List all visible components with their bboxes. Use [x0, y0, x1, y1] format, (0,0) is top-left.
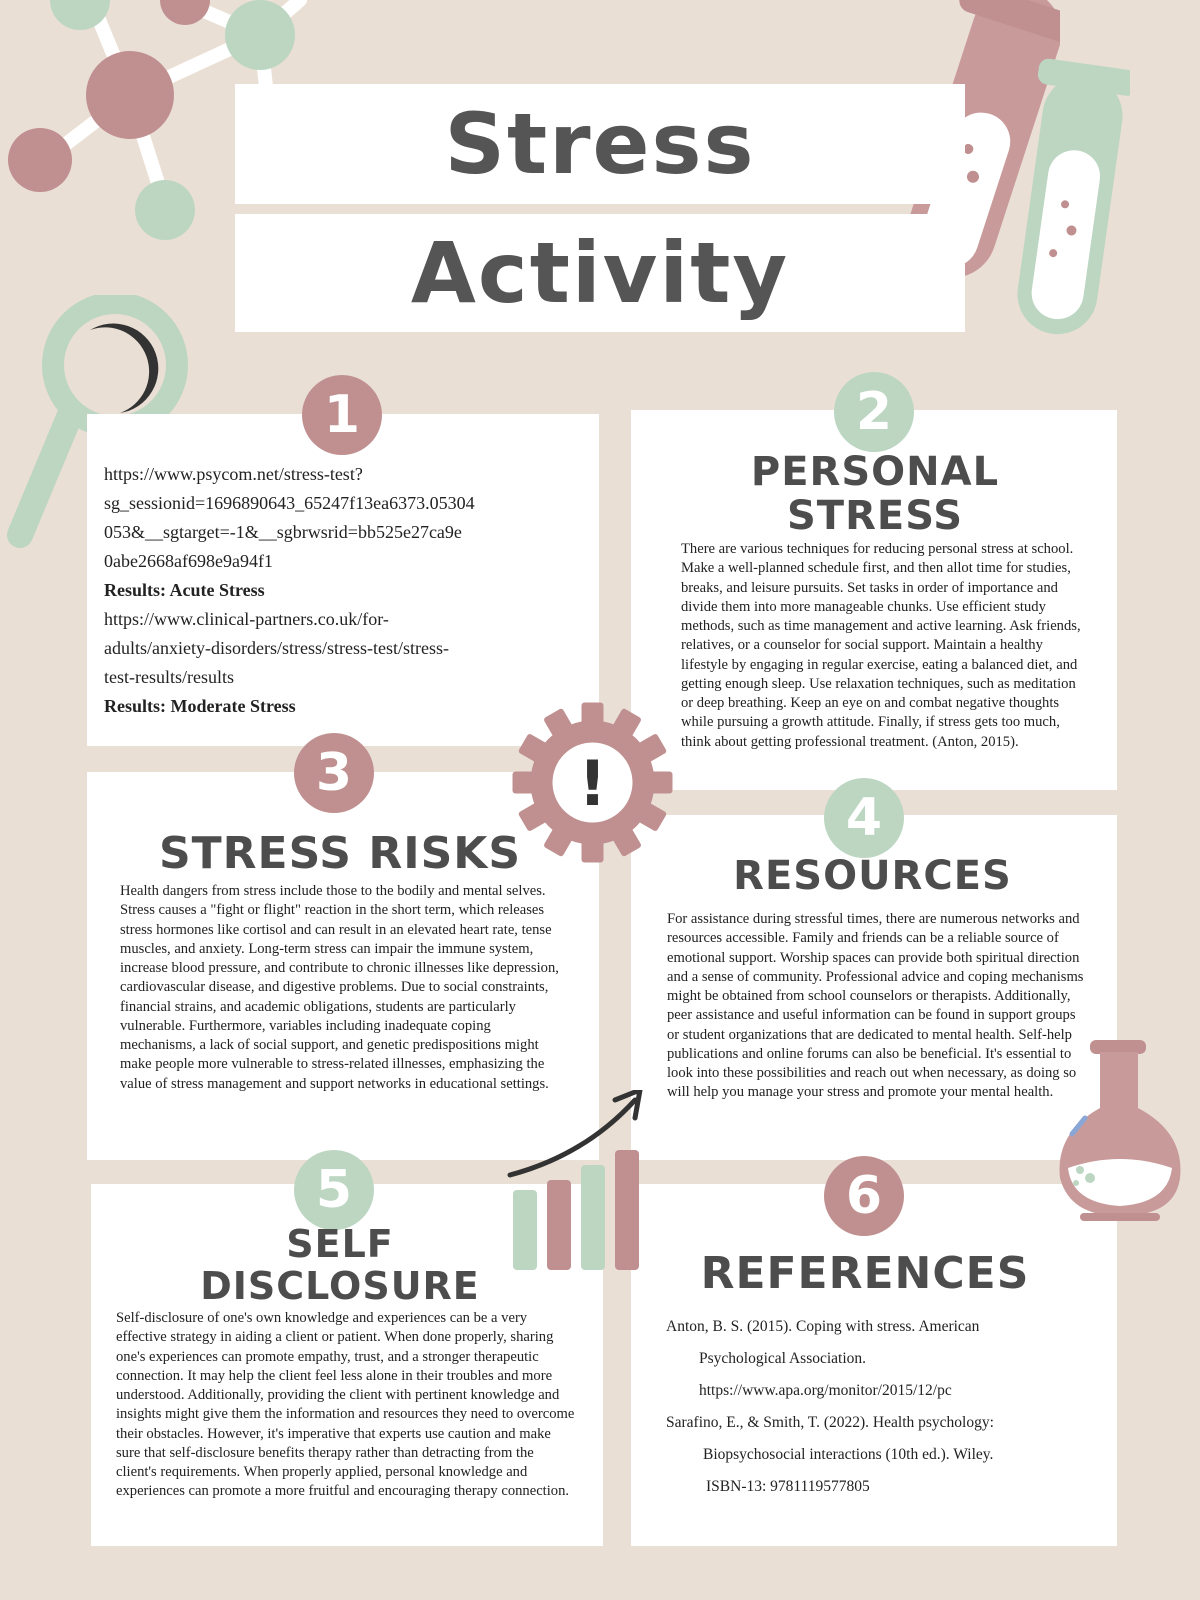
- result-1: Results: Acute Stress: [104, 580, 265, 600]
- references-heading: REFERENCES: [700, 1248, 1030, 1299]
- personal-stress-heading: PERSONAL STRESS: [750, 449, 1000, 539]
- self-disclosure-body: Self-disclosure of one's own knowledge and experiences can be a very effective strategy in aiding a client or patient. When done properly, sharing one's experiences can promote empathy, trust, and a stronger therapeutic connection. It may help the client feel less alone in their troubles and more understood. Additionally, providing the client with pertinent knowledge and insights might give them the information and resources they need to overcome their obstacles. However, it's imperative that experts use caution and make sure that self-disclosure benefits therapy rather than detracting from the client's requirements. When properly applied, personal knowledge and experiences can promote a more fruitful and encouraging therapy connection.: [116, 1310, 575, 1500]
- section-number-5: 5: [294, 1150, 374, 1230]
- stress-risks-body: Health dangers from stress include those to the bodily and mental selves. Stress causes a "fight or flight" reaction in the short term, which releases stress hormones like cortisol and can result in an elevated heart rate, tense muscles, and anxiety. Long-term stress can impair the immune system, increase blood pressure, and contribute to chronic illnesses like depression, cardiovascular disease, and digestive problems. Due to social constraints, financial strains, and academic obligations, students are particularly vulnerable. Furthermore, variables including inadequate coping mechanisms, a lack of social support, and genetic predispositions might make people more vulnerable to stress-related illnesses, emphasizing the value of stress management and support networks in educational settings.: [120, 883, 559, 1092]
- reference-2: Sarafino, E., & Smith, T. (2022). Health psychology: Biopsychosocial interactions (10th ed.). Wiley. ISBN-13: 9781119577805: [666, 1414, 994, 1495]
- references-list: [666, 1311, 1106, 1503]
- resources-heading: RESOURCES: [733, 853, 1012, 899]
- stress-risks-heading: STRESS RISKS: [158, 828, 522, 879]
- test-results-content: [104, 460, 594, 721]
- reference-1: Anton, B. S. (2015). Coping with stress. American Psychological Association. https://www.apa.org/monitor/2015/12/pc: [666, 1311, 1106, 1407]
- section-number-6: 6: [824, 1156, 904, 1236]
- section-number-1: 1: [302, 375, 382, 455]
- title-line-2: Activity: [235, 214, 965, 332]
- section-number-2: 2: [834, 372, 914, 452]
- test-link-2[interactable]: https://www.clinical-partners.co.uk/for- adults/anxiety-disorders/stress/stress-test/stress- test-results/results: [104, 609, 449, 687]
- reference-1-link[interactable]: https://www.apa.org/monitor/2015/12/pc: [699, 1382, 952, 1399]
- result-2: Results: Moderate Stress: [104, 696, 296, 716]
- flask-icon: [1050, 1038, 1190, 1223]
- section-number-3: 3: [294, 733, 374, 813]
- growth-chart-icon: [505, 1090, 665, 1275]
- gear-icon: [510, 700, 675, 865]
- title-line-1: Stress: [235, 84, 965, 204]
- gear-exclamation: !: [578, 747, 607, 820]
- test-tube-green-icon: [1010, 55, 1130, 345]
- self-disclosure-heading: SELF DISCLOSURE: [200, 1222, 480, 1308]
- resources-body: For assistance during stressful times, there are numerous networks and resources accessible. Family and friends can be a reliable source of emotional support. Worship spaces can provide both spiritual direction and a sense of community. Professional advice and coping mechanisms might be obtained from school counselors or therapists. Additionally, peer assistance and useful information can be found in support groups or student organizations that are dedicated to mental health. Self-help publications and online forums can also be beneficial. It's essential to look into these possibilities and reach out when necessary, as doing so will help you manage your stress and promote your mental health.: [667, 911, 1084, 1101]
- test-link-1[interactable]: https://www.psycom.net/stress-test? sg_sessionid=1696890643_65247f13ea6373.05304 053&__sgtarget=-1&__sgbrwsrid=bb525e27ca9e 0abe2668af698e9a94f1: [104, 464, 475, 571]
- section-number-4: 4: [824, 778, 904, 858]
- personal-stress-body: There are various techniques for reducing personal stress at school. Make a well-planned schedule first, and then allot time for studies, breaks, and leisure pursuits. Set tasks in order of importance and divide them into more manageable chunks. Use efficient study methods, such as time management and active learning. Ask friends, relatives, or a counselor for social support. Maintain a healthy lifestyle by engaging in regular exercise, eating a balanced diet, and getting enough sleep. Use relaxation techniques, such as meditation or deep breathing. Keep an eye on and combat negative thoughts while pursuing a growth attitude. Finally, if stress gets too much, think about getting professional treatment. (Anton, 2015).: [681, 541, 1081, 750]
